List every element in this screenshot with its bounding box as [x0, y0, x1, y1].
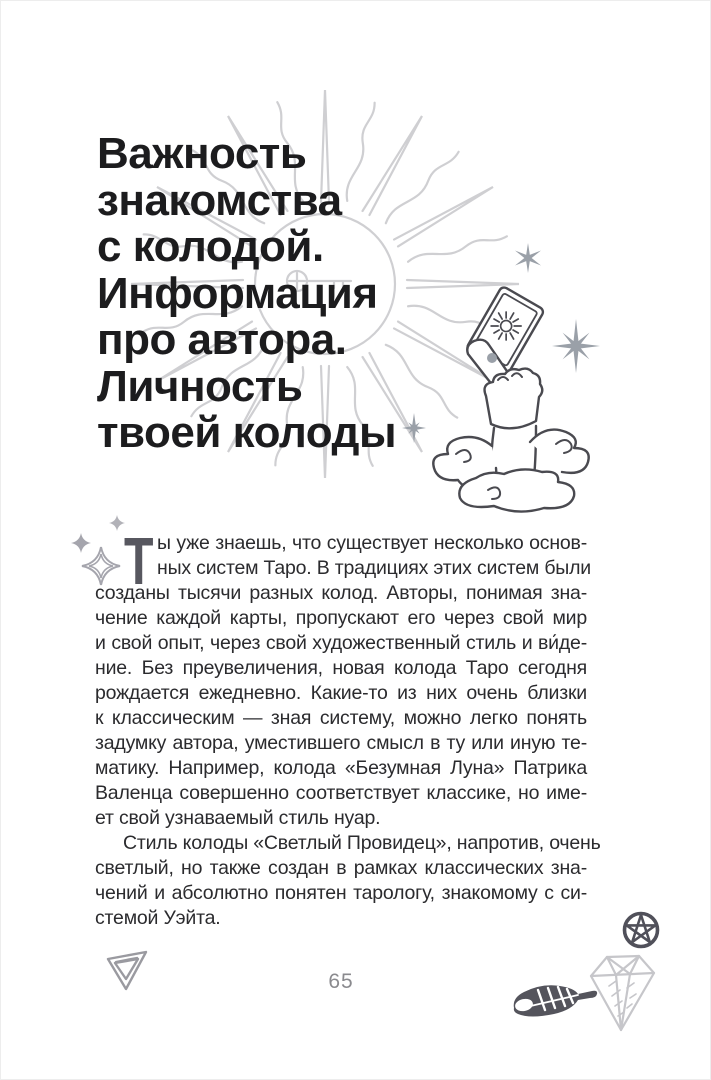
body-line: чение каждой карты, пропускают его через свой мир [95, 607, 587, 629]
body-line: чений и абсолютно понятен тарологу, знакомому с си- [95, 882, 587, 904]
drop-cap: Т [124, 524, 154, 599]
chapter-title-line: про автора. [97, 315, 347, 364]
body-line: стемой Уэйта. [95, 907, 221, 929]
hand-holding-tarot-card-illustration [410, 228, 610, 518]
body-line: задумку автора, уместившего смысл в ту или иную те- [95, 732, 587, 754]
dot [487, 353, 497, 363]
fist [485, 369, 543, 429]
small-sparkle-icon [71, 533, 91, 553]
chapter-title-line: Личность [97, 361, 303, 411]
pentagram-icon [620, 910, 664, 954]
cloud [530, 430, 589, 473]
body-line: ние. Без преувеличения, новая колода Таро сегодня [95, 657, 587, 679]
body-text [95, 524, 601, 931]
small-sparkle-icon [109, 515, 125, 531]
chapter-title-line: знакомства [97, 175, 342, 225]
body-line: ных систем Таро. В традициях этих систем были [157, 557, 591, 579]
body-line: матику. Например, колода «Безумная Луна» Патрика [95, 757, 587, 779]
chapter-title-line: твоей колоды [97, 408, 397, 457]
star-icon [514, 243, 542, 273]
body-line: рождается ежедневно. Какие-то из них очень близки [95, 682, 587, 704]
feather-icon [508, 982, 600, 1028]
triangle-doodle-icon [102, 948, 150, 996]
chapter-title-line: Важность [97, 129, 307, 178]
body-line: ет свой узнаваемый стиль нуар. [95, 807, 381, 829]
page-number: 65 [328, 970, 354, 993]
body-line: созданы тысячи разных колод. Авторы, понимая зна- [95, 582, 587, 604]
body-line: светлый, но также создан в рамках классических зна- [95, 857, 587, 879]
body-line: Стиль колоды «Светлый Провидец», напротив, очень [123, 832, 601, 854]
body-line: к классическим — зная систему, можно легко понять [95, 707, 587, 729]
body-line: и свой опыт, через свой художественный стиль и ви́де- [95, 632, 587, 654]
chapter-title-line: Информация [97, 268, 378, 318]
body-line: ы уже знаешь, что существует несколько основ- [157, 532, 587, 554]
body-line: Валенца совершенно соответствует классике, но име- [95, 782, 587, 804]
star-icon [552, 319, 600, 373]
chapter-title-line: с колодой. [97, 222, 324, 271]
